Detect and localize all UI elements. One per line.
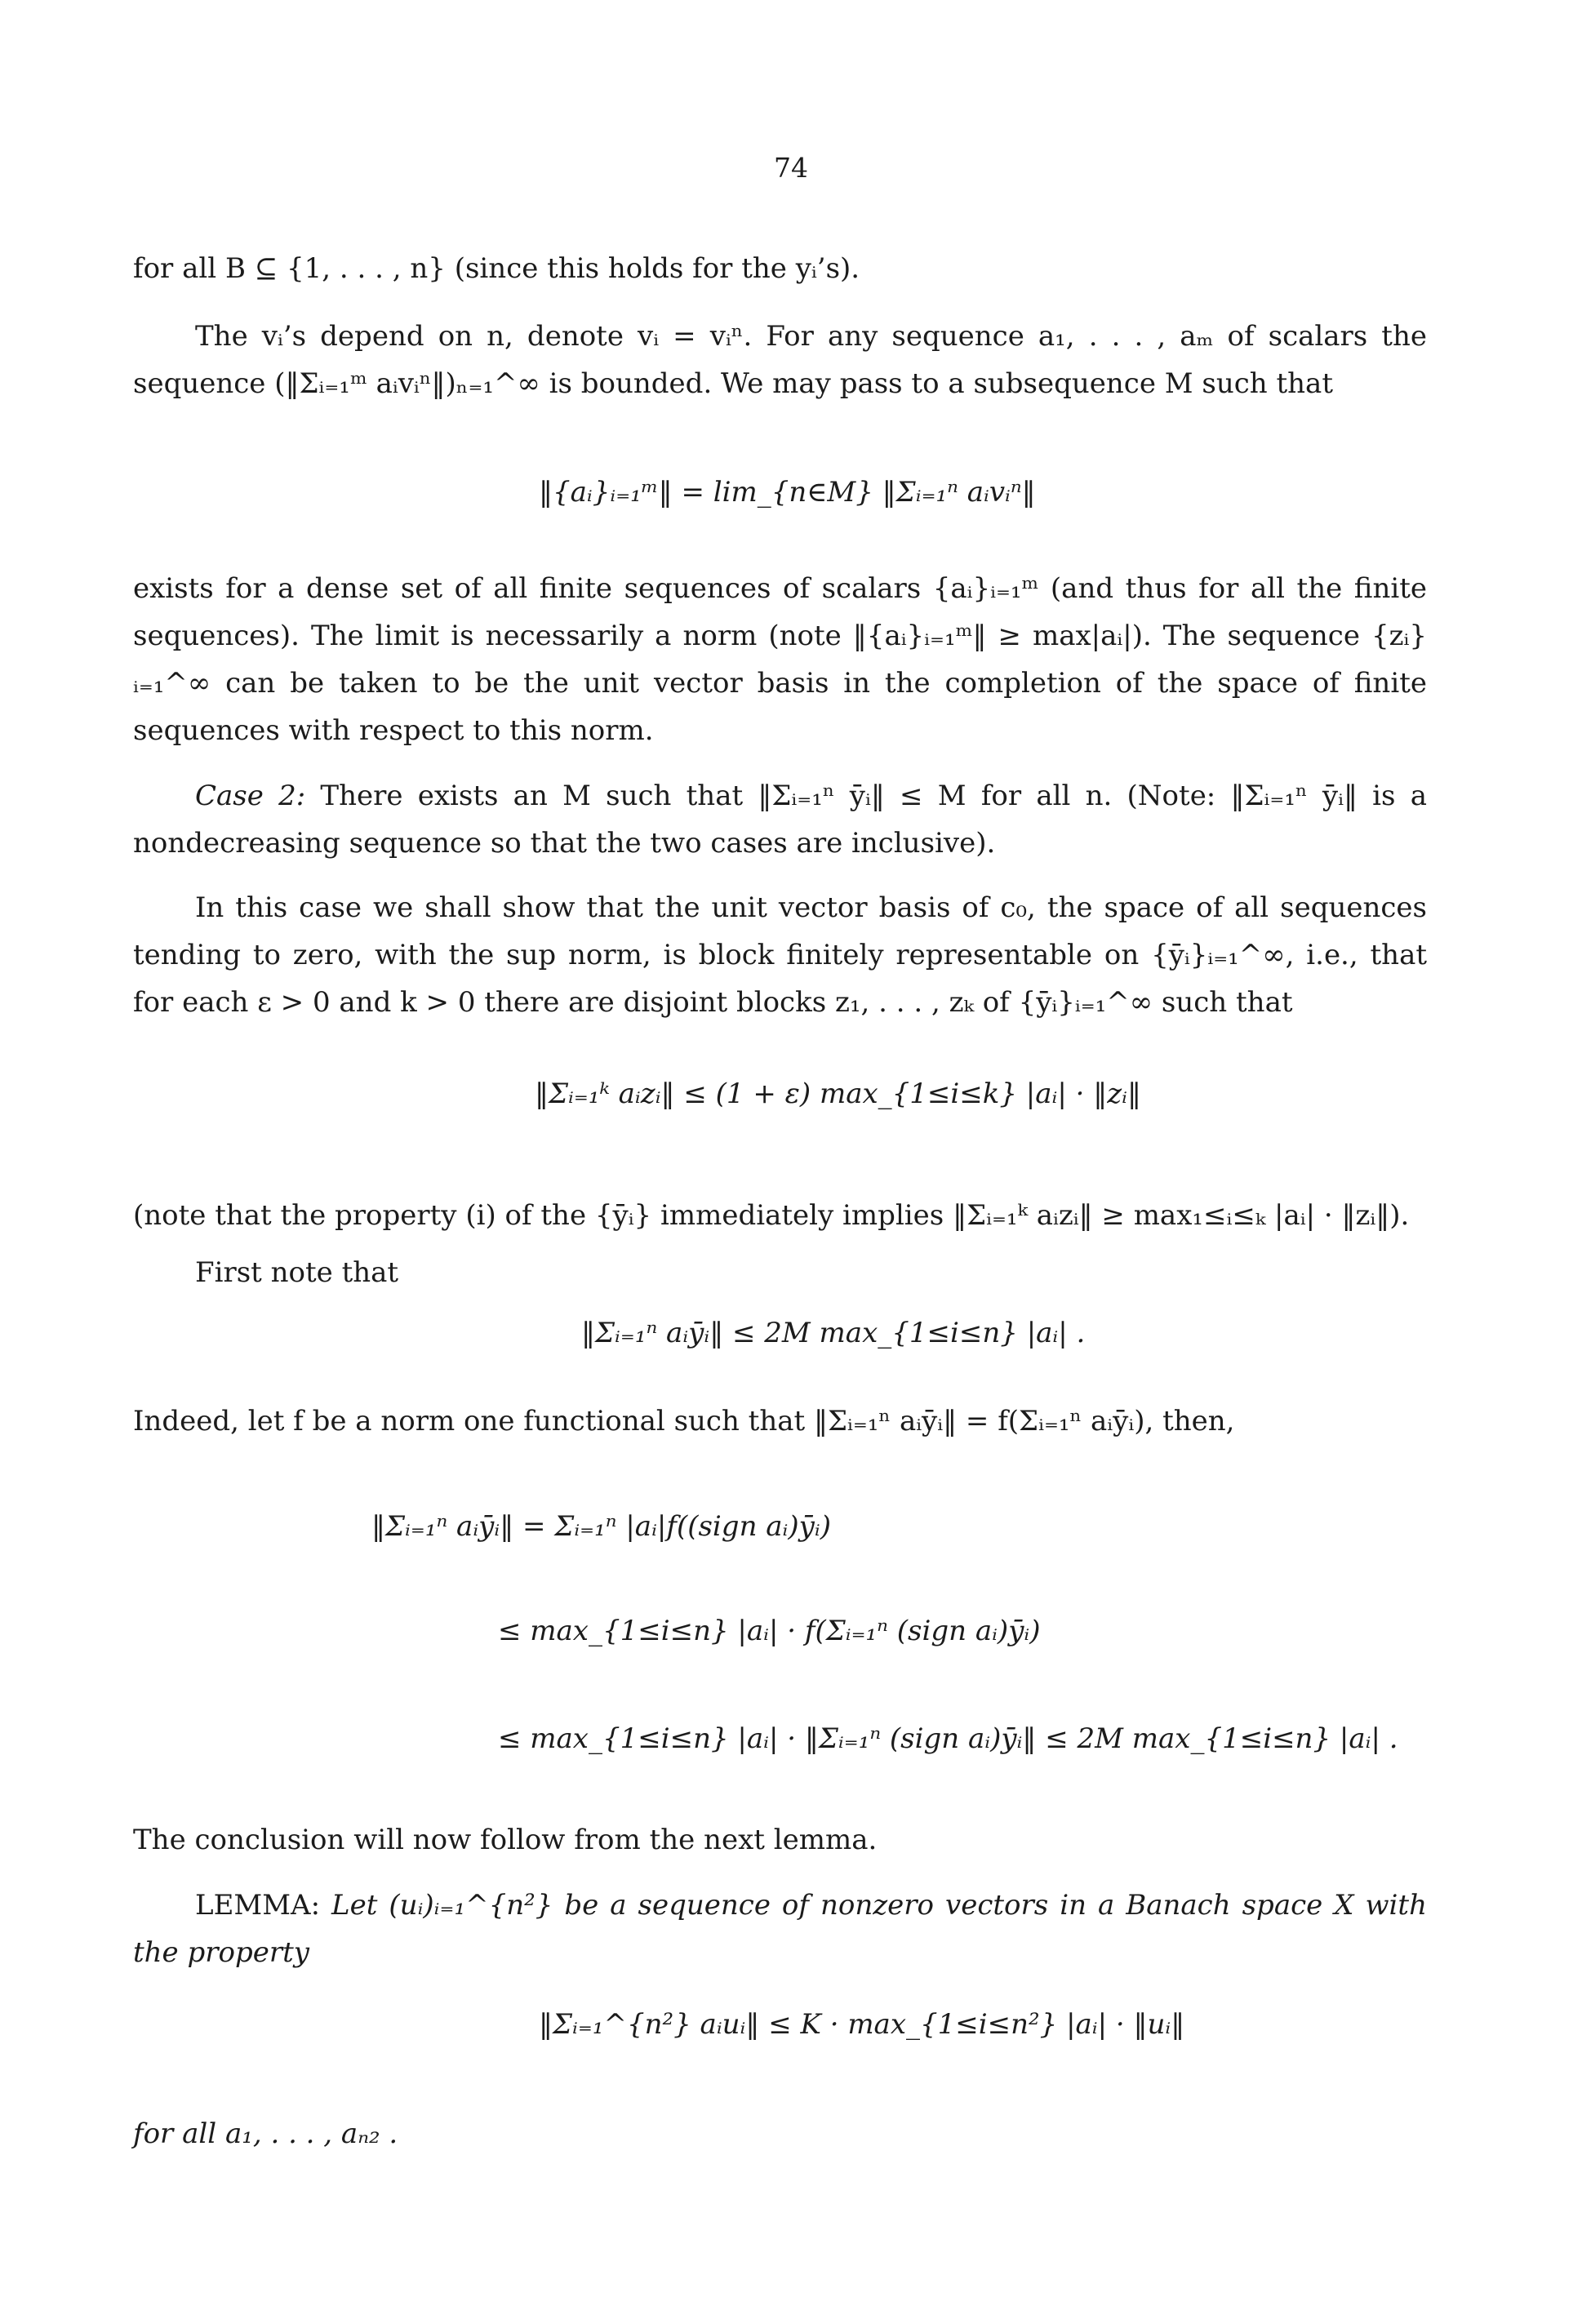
lemma-label: LEMMA: (195, 1889, 321, 1922)
lemma (133, 1882, 1427, 1976)
equation-2-text: ‖Σᵢ₌₁ᵏ aᵢzᵢ‖ ≤ (1 + ε) max_{1≤i≤k} |aᵢ| · ‖zᵢ‖ (535, 1078, 1141, 1110)
equation-3 (581, 1288, 1085, 1378)
paragraph-5: In this case we shall show that the unit vector basis of c₀, the space of all sequences tending to zero, with the sup norm, is block finitely representable on {ȳᵢ}ᵢ₌₁^∞, i.e., that for each ε > 0 and k > 0 there are disjoint blocks z₁, . . . , zₖ of {ȳᵢ}ᵢ₌₁^∞ such that (133, 891, 1427, 1019)
equation-2 (535, 1049, 1141, 1139)
case-2-label: Case 2: (195, 780, 306, 812)
equation-3-text: ‖Σᵢ₌₁ⁿ aᵢȳᵢ‖ ≤ 2M max_{1≤i≤n} |aᵢ| . (581, 1317, 1086, 1349)
paragraph-11: for all a₁, . . . , aₙ₂ . (133, 2117, 398, 2150)
equation-5-text: ‖Σᵢ₌₁^{n²} aᵢuᵢ‖ ≤ K · max_{1≤i≤n²} |aᵢ| · ‖uᵢ‖ (539, 2008, 1185, 2041)
equation-4-line-3 (498, 1698, 1398, 1780)
paragraph-8: Indeed, let f be a norm one functional such that ‖Σᵢ₌₁ⁿ aᵢȳᵢ‖ = f(Σᵢ₌₁ⁿ aᵢȳᵢ), then, (133, 1405, 1235, 1438)
paragraph-9: The conclusion will now follow from the next lemma. (133, 1824, 878, 1856)
page-number: 74 (774, 152, 808, 184)
paragraph-case-2 (133, 772, 1427, 867)
equation-4-line-1 (371, 1486, 831, 1567)
paragraph-1: for all B ⊆ {1, . . . , n} (since this holds for the yᵢ’s). (133, 252, 860, 285)
equation-4-line-3-text: ≤ max_{1≤i≤n} |aᵢ| · ‖Σᵢ₌₁ⁿ (sign aᵢ)ȳᵢ‖ ≤ 2M max_{1≤i≤n} |aᵢ| . (498, 1722, 1398, 1755)
equation-4-line-2 (498, 1590, 1041, 1672)
equation-4-line-1-text: ‖Σᵢ₌₁ⁿ aᵢȳᵢ‖ = Σᵢ₌₁ⁿ |aᵢ|f((sign aᵢ)ȳᵢ) (371, 1510, 831, 1543)
paragraph-6: (note that the property (i) of the {ȳᵢ} immediately implies ‖Σᵢ₌₁ᵏ aᵢzᵢ‖ ≥ max₁≤ᵢ≤ₖ |aᵢ| · ‖zᵢ‖). (133, 1199, 1410, 1232)
paragraph-3: exists for a dense set of all finite sequences of scalars {aᵢ}ᵢ₌₁ᵐ (and thus for all the finite sequences). The limit is necessarily a norm (note ‖{aᵢ}ᵢ₌₁ᵐ‖ ≥ max|aᵢ|). The sequence {zᵢ}ᵢ₌₁^∞ can be taken to be the unit vector basis in the completion of the space of finite sequences with respect to this norm. (133, 572, 1427, 747)
equation-1-text: ‖{aᵢ}ᵢ₌₁ᵐ‖ = lim_{n∈M} ‖Σᵢ₌₁ⁿ aᵢvᵢⁿ‖ (539, 476, 1036, 509)
paragraph-2: The vᵢ’s depend on n, denote vᵢ = vᵢⁿ. For any sequence a₁, . . . , aₘ of scalars the sequence (‖Σᵢ₌₁ᵐ aᵢvᵢⁿ‖)ₙ₌₁^∞ is bounded. We may pass to a subsequence M such that (133, 320, 1427, 400)
equation-1 (539, 447, 1036, 537)
equation-4-line-2-text: ≤ max_{1≤i≤n} |aᵢ| · f(Σᵢ₌₁ⁿ (sign aᵢ)ȳᵢ) (498, 1615, 1041, 1647)
case-2-text: There exists an M such that ‖Σᵢ₌₁ⁿ ȳᵢ‖ ≤ M for all n. (Note: ‖Σᵢ₌₁ⁿ ȳᵢ‖ is a nondecreasing sequence so that the two cases are inclusive). (133, 780, 1427, 860)
lemma-text: Let (uᵢ)ᵢ₌₁^{n²} be a sequence of nonzero vectors in a Banach space X with the property (133, 1889, 1427, 1969)
equation-5 (539, 1980, 1184, 2069)
paragraph-7: First note that (195, 1256, 399, 1289)
